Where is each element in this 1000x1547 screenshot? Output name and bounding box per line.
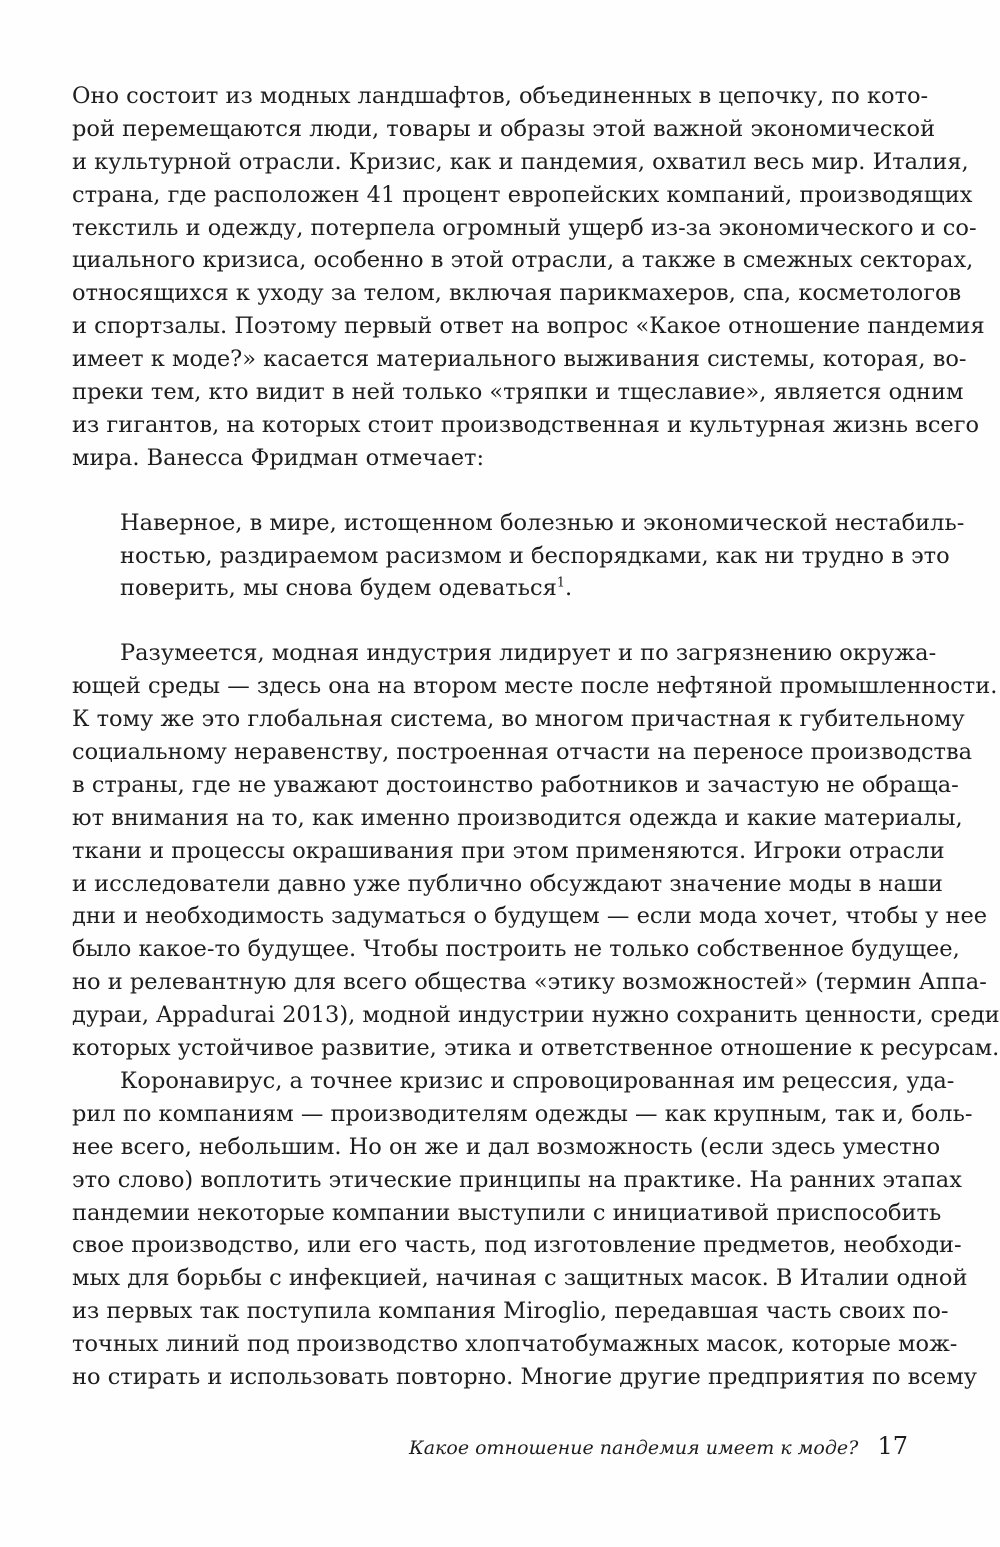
text-line: но и релевантную для всего общества «этику возможностей» (термин Аппа- — [72, 969, 987, 996]
text-line: и культурной отрасли. Кризис, как и пандемия, охватил весь мир. Италия, — [72, 148, 969, 175]
quote-line-last — [120, 572, 908, 605]
text-line: ющей среды — здесь она на втором месте после нефтяной промышленности. — [72, 673, 998, 700]
quote-end-punctuation: . — [565, 575, 573, 602]
page-footer — [72, 1432, 908, 1472]
text-line: дураи, Appadurai 2013), модной индустрии нужно сохранить ценности, среди — [72, 1002, 1000, 1029]
text-line: циального кризиса, особенно в этой отрасли, а также в смежных секторах, — [72, 247, 974, 274]
paragraph-3 — [72, 1065, 977, 1394]
text-line: из гигантов, на которых стоит производственная и культурная жизнь всего — [72, 411, 980, 438]
text-line: Разумеется, модная индустрия лидирует и по загрязнению окружа- — [120, 640, 937, 667]
text-line: текстиль и одежду, потерпела огромный ущерб из-за экономического и со- — [72, 214, 977, 241]
text-line: в страны, где не уважают достоинство работников и зачастую не обраща- — [72, 771, 959, 798]
text-line: которых устойчивое развитие, этика и ответственное отношение к ресурсам. — [72, 1035, 1000, 1062]
text-line: имеет к моде?» касается материального выживания системы, которая, во- — [72, 346, 967, 373]
block-quote — [120, 507, 965, 606]
footnote-marker[interactable]: 1 — [556, 575, 566, 591]
text-line: относящихся к уходу за телом, включая парикмахеров, спа, косметологов — [72, 280, 962, 307]
text-line: ют внимания на то, как именно производится одежда и какие материалы, — [72, 804, 963, 831]
text-line: ткани и процессы окрашивания при этом применяются. Игроки отрасли — [72, 837, 945, 864]
text-line: преки тем, кто видит в ней только «тряпки и тщеславие», является одним — [72, 379, 964, 406]
text-line: из первых так поступила компания Miroglio, передавшая часть своих по- — [72, 1298, 949, 1325]
text-line: точных линий под производство хлопчатобумажных масок, которые мож- — [72, 1331, 958, 1358]
text-line: было какое-то будущее. Чтобы построить не только собственное будущее, — [72, 936, 960, 963]
text-line: рой перемещаются люди, товары и образы этой важной экономической — [72, 115, 936, 142]
quote-line: ностью, раздираемом расизмом и беспорядками, как ни трудно в это — [120, 542, 950, 569]
text-line: социальному неравенству, построенная отчасти на переносе производства — [72, 739, 973, 766]
text-line: Оно состоит из модных ландшафтов, объединенных в цепочку, по кото- — [72, 83, 929, 109]
text-line: пандемии некоторые компании выступили с инициативой приспособить — [72, 1199, 942, 1226]
text-line: нее всего, небольшим. Но он же и дал возможность (если здесь уместно — [72, 1133, 941, 1160]
text-line: дни и необходимость задуматься о будущем — если мода хочет, чтобы у нее — [72, 903, 988, 930]
text-line: свое производство, или его часть, под изготовление предметов, необходи- — [72, 1232, 962, 1259]
text-line: и спортзалы. Поэтому первый ответ на вопрос «Какое отношение пандемия — [72, 313, 985, 340]
running-head: Какое отношение пандемия имеет к моде? — [409, 1437, 859, 1459]
body-text — [72, 80, 1000, 1394]
text-line: и исследователи давно уже публично обсуждают значение моды в наши — [72, 870, 943, 897]
quote-line: Наверное, в мире, истощенном болезнью и экономической нестабиль- — [120, 509, 965, 536]
page-number: 17 — [877, 1432, 908, 1460]
text-line: это слово) воплотить этические принципы на практике. На ранних этапах — [72, 1166, 962, 1193]
text-line: мира. Ванесса Фридман отмечает: — [72, 444, 485, 471]
text-line: К тому же это глобальная система, во многом причастная к губительному — [72, 706, 965, 733]
paragraph-1 — [72, 80, 985, 475]
text-line: страна, где расположен 41 процент европейских компаний, производящих — [72, 181, 973, 208]
text-line: Коронавирус, а точнее кризис и спровоцированная им рецессия, уда- — [120, 1067, 955, 1094]
text-line: мых для борьбы с инфекцией, начиная с защитных масок. В Италии одной — [72, 1265, 968, 1292]
text-line: рил по компаниям — производителям одежды — как крупным, так и, боль- — [72, 1100, 973, 1127]
paragraph-2 — [72, 637, 1000, 1065]
text-line: но стирать и использовать повторно. Многие другие предприятия по всему — [72, 1363, 977, 1390]
quote-text: поверить, мы снова будем одеваться — [120, 575, 557, 602]
